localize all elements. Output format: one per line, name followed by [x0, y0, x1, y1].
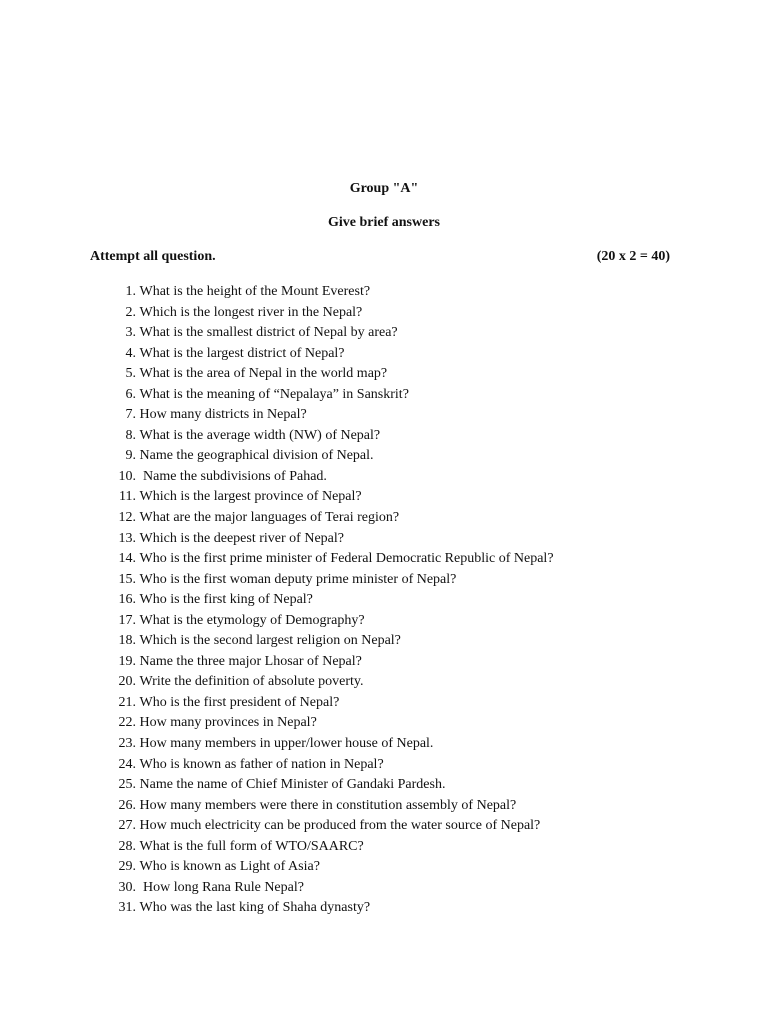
question-number: 16. — [118, 592, 136, 608]
question-number: 6. — [125, 386, 136, 402]
question-text: Which is the second largest religion on Nepal? — [136, 633, 401, 649]
question-item — [100, 837, 660, 858]
question-text: Name the three major Lhosar of Nepal? — [136, 653, 362, 669]
question-item — [100, 426, 660, 447]
question-number: 30. — [118, 879, 136, 895]
question-text: Name the name of Chief Minister of Gandaki Pardesh. — [136, 777, 446, 793]
question-number: 19. — [118, 653, 136, 669]
question-number: 4. — [125, 345, 136, 361]
question-number: 9. — [125, 448, 136, 464]
question-number: 22. — [118, 715, 136, 731]
question-item — [100, 631, 660, 652]
question-item — [100, 446, 660, 467]
question-text: Who is known as Light of Asia? — [136, 859, 320, 875]
question-item — [100, 693, 660, 714]
question-item — [100, 816, 660, 837]
question-text: Who is known as father of nation in Nepal? — [136, 756, 384, 772]
question-item — [100, 775, 660, 796]
question-number: 23. — [118, 736, 136, 752]
question-number: 11. — [119, 489, 136, 505]
question-number: 10. — [118, 468, 136, 484]
question-text: Name the geographical division of Nepal. — [136, 448, 374, 464]
question-item — [100, 755, 660, 776]
question-number: 21. — [118, 694, 136, 710]
question-item — [100, 857, 660, 878]
group-title: Group "A" — [349, 181, 419, 196]
question-item — [100, 303, 660, 324]
question-number: 1. — [125, 284, 136, 299]
question-number: 27. — [118, 818, 136, 834]
question-item — [100, 734, 660, 755]
instruction-text: Attempt all question. — [90, 249, 216, 264]
question-text: What is the smallest district of Nepal by area? — [136, 325, 398, 341]
question-number: 15. — [118, 571, 136, 587]
question-text: Who is the first woman deputy prime minister of Nepal? — [136, 571, 457, 587]
question-number: 3. — [125, 325, 136, 341]
question-text: Who is the first prime minister of Federal Democratic Republic of Nepal? — [136, 551, 554, 567]
marks-text: (20 x 2 = 40) — [596, 249, 670, 264]
question-item — [100, 323, 660, 344]
question-number: 25. — [118, 777, 136, 793]
question-text: Write the definition of absolute poverty. — [136, 674, 364, 690]
question-number: 24. — [118, 756, 136, 772]
question-item — [100, 405, 660, 426]
question-text: What is the height of the Mount Everest? — [136, 284, 371, 299]
question-item — [100, 385, 660, 406]
question-number: 20. — [118, 674, 136, 690]
question-text: Who is the first king of Nepal? — [136, 592, 313, 608]
question-text: How many members were there in constitution assembly of Nepal? — [136, 797, 517, 813]
question-number: 18. — [118, 633, 136, 649]
question-text: What is the full form of WTO/SAARC? — [136, 838, 364, 854]
question-item — [100, 672, 660, 693]
question-item — [100, 467, 660, 488]
question-number: 5. — [125, 366, 136, 382]
question-item — [100, 878, 660, 899]
question-number: 12. — [118, 510, 136, 526]
section-subtitle: Give brief answers — [328, 215, 440, 230]
question-item — [100, 282, 660, 303]
question-text: What is the largest district of Nepal? — [136, 345, 345, 361]
question-item — [100, 508, 660, 529]
question-text: What is the etymology of Demography? — [136, 612, 365, 628]
question-number: 14. — [118, 551, 136, 567]
question-number: 17. — [118, 612, 136, 628]
question-number: 8. — [125, 427, 136, 443]
question-text: Which is the largest province of Nepal? — [136, 489, 362, 505]
question-number: 29. — [118, 859, 136, 875]
question-item — [100, 796, 660, 817]
question-text: What is the meaning of “Nepalaya” in Sanskrit? — [136, 386, 409, 402]
instruction-row — [90, 249, 670, 265]
question-item — [100, 529, 660, 550]
question-item — [100, 590, 660, 611]
question-item — [100, 611, 660, 632]
question-number: 31. — [118, 900, 136, 916]
question-text: What is the average width (NW) of Nepal? — [136, 427, 381, 443]
question-item — [100, 344, 660, 365]
question-list — [100, 282, 660, 919]
question-number: 28. — [118, 838, 136, 854]
question-item — [100, 364, 660, 385]
question-text: How long Rana Rule Nepal? — [136, 879, 304, 895]
question-item — [100, 487, 660, 508]
question-text: Which is the longest river in the Nepal? — [136, 304, 363, 320]
question-text: What are the major languages of Terai region? — [136, 510, 400, 526]
question-text: How many members in upper/lower house of Nepal. — [136, 736, 434, 752]
question-number: 26. — [118, 797, 136, 813]
question-text: Which is the deepest river of Nepal? — [136, 530, 344, 546]
question-item — [100, 549, 660, 570]
question-item — [100, 652, 660, 673]
question-number: 2. — [125, 304, 136, 320]
question-text: Who is the first president of Nepal? — [136, 694, 340, 710]
question-text: How many provinces in Nepal? — [136, 715, 317, 731]
question-text: How many districts in Nepal? — [136, 407, 307, 423]
question-text: Name the subdivisions of Pahad. — [136, 468, 327, 484]
question-item — [100, 898, 660, 919]
question-number: 13. — [118, 530, 136, 546]
question-item — [100, 570, 660, 591]
question-number: 7. — [125, 407, 136, 423]
question-item — [100, 713, 660, 734]
question-text: Who was the last king of Shaha dynasty? — [136, 900, 371, 916]
question-text: What is the area of Nepal in the world map? — [136, 366, 388, 382]
question-text: How much electricity can be produced from the water source of Nepal? — [136, 818, 541, 834]
